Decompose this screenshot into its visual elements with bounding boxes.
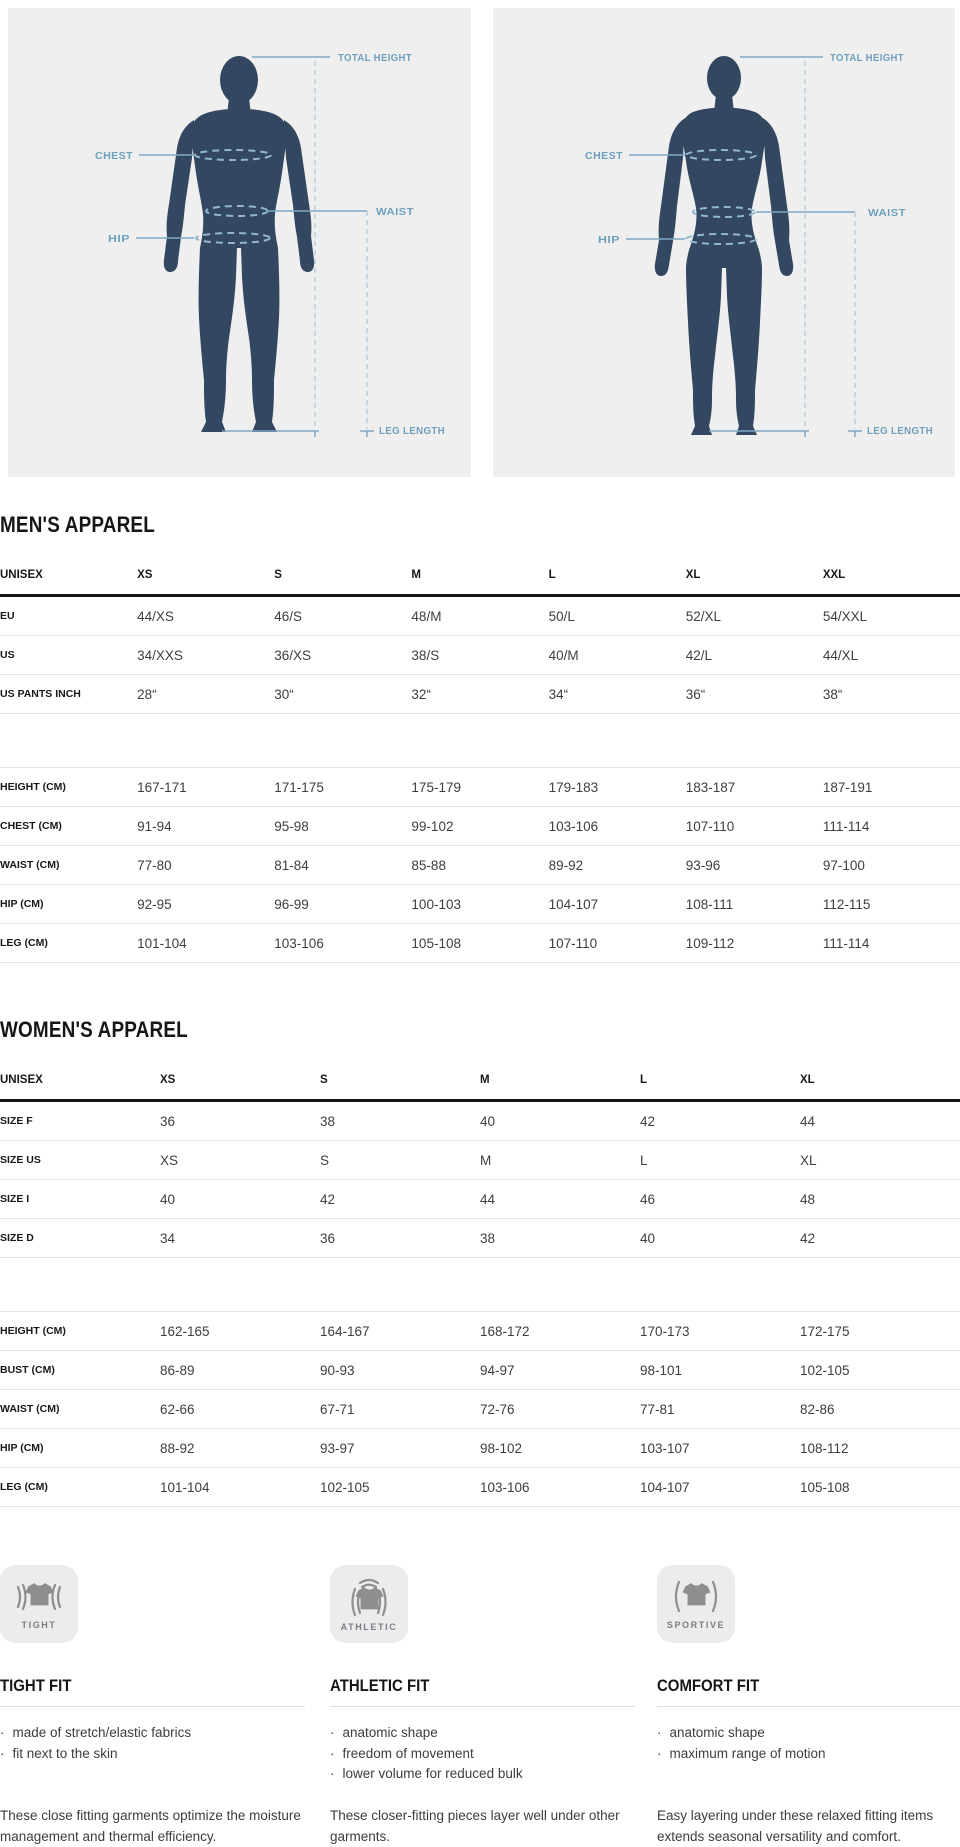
leg-length-label: LEG LENGTH	[379, 425, 445, 437]
fit-bullet: · made of stretch/elastic fabrics	[0, 1723, 305, 1744]
spacer-row	[0, 714, 960, 768]
size-cell: 99-102	[411, 807, 548, 846]
size-cell: 42	[320, 1180, 480, 1219]
size-cell: 104-107	[549, 885, 686, 924]
size-column-header: S	[320, 1061, 480, 1101]
fit-bullet: · freedom of movement	[330, 1744, 635, 1765]
size-cell: 94-97	[480, 1351, 640, 1390]
size-cell: 109-112	[686, 924, 823, 963]
size-cell: 103-106	[480, 1468, 640, 1507]
comfort-fit-title: COMFORT FIT	[657, 1676, 760, 1695]
male-silhouette-diagram	[8, 8, 471, 477]
size-cell: 72-76	[480, 1390, 640, 1429]
size-cell: 111-114	[823, 807, 960, 846]
size-cell: 34“	[549, 675, 686, 714]
size-cell: 42/L	[686, 636, 823, 675]
size-cell: 93-97	[320, 1429, 480, 1468]
chest-label: CHEST	[585, 150, 624, 162]
size-cell: 108-111	[686, 885, 823, 924]
row-label: LEG (CM)	[0, 924, 137, 963]
size-cell: 112-115	[823, 885, 960, 924]
size-cell: 105-108	[800, 1468, 960, 1507]
size-cell: 170-173	[640, 1312, 800, 1351]
athletic-fit-shirt-icon	[345, 1577, 393, 1619]
size-cell: 77-81	[640, 1390, 800, 1429]
size-cell: 82-86	[800, 1390, 960, 1429]
row-label: EU	[0, 596, 137, 636]
size-cell: 40	[160, 1180, 320, 1219]
size-cell: 38	[480, 1219, 640, 1258]
size-cell: 46/S	[274, 596, 411, 636]
size-cell: 46	[640, 1180, 800, 1219]
size-cell: 77-80	[137, 846, 274, 885]
size-cell: 48	[800, 1180, 960, 1219]
row-label: HIP (CM)	[0, 885, 137, 924]
measurement-panels	[0, 0, 960, 477]
fit-badge-label: ATHLETIC	[340, 1621, 398, 1632]
waist-label: WAIST	[868, 207, 907, 219]
size-cell: 88-92	[160, 1429, 320, 1468]
comfort-fit-column	[657, 1565, 960, 1847]
tight-fit-column	[0, 1565, 330, 1847]
fit-types-section	[0, 1565, 960, 1847]
size-cell: 52/XL	[686, 596, 823, 636]
fit-badge-label: SPORTIVE	[666, 1619, 726, 1630]
size-cell: 36/XS	[274, 636, 411, 675]
size-cell: 36“	[686, 675, 823, 714]
size-cell: 183-187	[686, 768, 823, 807]
size-column-header: M	[480, 1061, 640, 1101]
size-cell: S	[320, 1141, 480, 1180]
size-cell: 102-105	[320, 1468, 480, 1507]
size-cell: 164-167	[320, 1312, 480, 1351]
tight-fit-bullets	[0, 1723, 305, 1787]
row-label: HEIGHT (CM)	[0, 768, 137, 807]
size-cell: 171-175	[274, 768, 411, 807]
row-label: SIZE F	[0, 1101, 160, 1141]
size-column-header: L	[640, 1061, 800, 1101]
fit-bullet: · maximum range of motion	[657, 1744, 960, 1765]
row-label: WAIST (CM)	[0, 846, 137, 885]
size-cell: 44/XL	[823, 636, 960, 675]
size-cell: 40	[480, 1101, 640, 1141]
female-silhouette-diagram	[493, 8, 955, 477]
size-column-header: L	[549, 556, 686, 596]
size-cell: 44/XS	[137, 596, 274, 636]
size-cell: 162-165	[160, 1312, 320, 1351]
fit-badge-label: TIGHT	[21, 1619, 57, 1630]
size-cell: 172-175	[800, 1312, 960, 1351]
row-label: WAIST (CM)	[0, 1390, 160, 1429]
size-cell: 44	[800, 1101, 960, 1141]
fit-bullet: · anatomic shape	[330, 1723, 635, 1744]
size-cell: 107-110	[549, 924, 686, 963]
tight-fit-icon	[0, 1565, 78, 1643]
size-cell: 40/M	[549, 636, 686, 675]
size-cell: 98-101	[640, 1351, 800, 1390]
womens-apparel-heading: WOMEN'S APPAREL	[0, 1017, 188, 1042]
size-cell: 89-92	[549, 846, 686, 885]
total-height-label: TOTAL HEIGHT	[830, 52, 905, 64]
row-label: CHEST (CM)	[0, 807, 137, 846]
size-cell: 175-179	[411, 768, 548, 807]
row-label: SIZE D	[0, 1219, 160, 1258]
size-cell: 93-96	[686, 846, 823, 885]
size-cell: 90-93	[320, 1351, 480, 1390]
divider	[657, 1706, 960, 1707]
size-cell: 92-95	[137, 885, 274, 924]
mens-apparel-heading: MEN'S APPAREL	[0, 512, 155, 537]
size-cell: 107-110	[686, 807, 823, 846]
size-cell: 36	[320, 1219, 480, 1258]
total-height-label: TOTAL HEIGHT	[338, 52, 413, 64]
row-label: US PANTS INCH	[0, 675, 137, 714]
male-measurement-panel	[8, 8, 471, 477]
size-cell: XL	[800, 1141, 960, 1180]
size-cell: 85-88	[411, 846, 548, 885]
size-column-header: XXL	[823, 556, 960, 596]
row-label: HIP (CM)	[0, 1429, 160, 1468]
size-cell: 36	[160, 1101, 320, 1141]
size-cell: 28“	[137, 675, 274, 714]
size-cell: 97-100	[823, 846, 960, 885]
size-cell: 167-171	[137, 768, 274, 807]
womens-size-table	[0, 1061, 960, 1507]
size-cell: 44	[480, 1180, 640, 1219]
spacer-row	[0, 1258, 960, 1312]
size-cell: XS	[160, 1141, 320, 1180]
size-cell: 102-105	[800, 1351, 960, 1390]
athletic-fit-title: ATHLETIC FIT	[330, 1676, 430, 1695]
size-cell: M	[480, 1141, 640, 1180]
size-cell: 67-71	[320, 1390, 480, 1429]
athletic-fit-bullets	[330, 1723, 635, 1787]
comfort-fit-description: Easy layering under these relaxed fitting items extends seasonal versatility and comfort.	[657, 1808, 934, 1844]
size-cell: 108-112	[800, 1429, 960, 1468]
sportive-fit-icon	[657, 1565, 735, 1643]
size-cell: 62-66	[160, 1390, 320, 1429]
hip-label: HIP	[108, 233, 130, 245]
size-cell: 103-106	[549, 807, 686, 846]
size-column-header: M	[411, 556, 548, 596]
size-column-header: S	[274, 556, 411, 596]
size-column-header: XL	[800, 1061, 960, 1101]
leg-length-label: LEG LENGTH	[867, 425, 933, 437]
size-cell: 101-104	[160, 1468, 320, 1507]
size-cell: 54/XXL	[823, 596, 960, 636]
female-measurement-panel	[493, 8, 955, 477]
size-cell: 105-108	[411, 924, 548, 963]
size-cell: 96-99	[274, 885, 411, 924]
size-cell: 103-106	[274, 924, 411, 963]
athletic-fit-icon	[330, 1565, 408, 1643]
athletic-fit-description: These closer-fitting pieces layer well under other garments.	[330, 1808, 620, 1844]
row-label: BUST (CM)	[0, 1351, 160, 1390]
size-column-header: XS	[137, 556, 274, 596]
size-cell: 111-114	[823, 924, 960, 963]
row-label: HEIGHT (CM)	[0, 1312, 160, 1351]
size-column-header: XL	[686, 556, 823, 596]
fit-bullet: · fit next to the skin	[0, 1744, 305, 1765]
size-cell: 104-107	[640, 1468, 800, 1507]
row-label: US	[0, 636, 137, 675]
size-cell: 98-102	[480, 1429, 640, 1468]
row-label: SIZE US	[0, 1141, 160, 1180]
size-cell: 91-94	[137, 807, 274, 846]
size-cell: 38“	[823, 675, 960, 714]
size-cell: 42	[800, 1219, 960, 1258]
size-cell: 86-89	[160, 1351, 320, 1390]
size-cell: 32“	[411, 675, 548, 714]
row-label: LEG (CM)	[0, 1468, 160, 1507]
mens-size-table	[0, 556, 960, 963]
waist-label: WAIST	[376, 206, 415, 218]
size-cell: 179-183	[549, 768, 686, 807]
size-cell: 100-103	[411, 885, 548, 924]
size-cell: 48/M	[411, 596, 548, 636]
size-cell: 40	[640, 1219, 800, 1258]
tight-fit-shirt-icon	[15, 1579, 63, 1617]
divider	[330, 1706, 635, 1707]
sportive-fit-shirt-icon	[672, 1579, 720, 1617]
hip-label: HIP	[598, 234, 620, 246]
divider	[0, 1706, 305, 1707]
size-cell: 101-104	[137, 924, 274, 963]
chest-label: CHEST	[95, 150, 134, 162]
size-cell: 187-191	[823, 768, 960, 807]
size-cell: 168-172	[480, 1312, 640, 1351]
table-corner-header: UNISEX	[0, 556, 137, 596]
size-cell: 34/XXS	[137, 636, 274, 675]
row-label: SIZE I	[0, 1180, 160, 1219]
size-cell: 103-107	[640, 1429, 800, 1468]
fit-bullet: · anatomic shape	[657, 1723, 960, 1744]
tight-fit-title: TIGHT FIT	[0, 1676, 72, 1695]
table-corner-header: UNISEX	[0, 1061, 160, 1101]
athletic-fit-column	[330, 1565, 657, 1847]
size-cell: 50/L	[549, 596, 686, 636]
size-cell: 38/S	[411, 636, 548, 675]
size-cell: 38	[320, 1101, 480, 1141]
size-column-header: XS	[160, 1061, 320, 1101]
comfort-fit-bullets	[657, 1723, 960, 1787]
size-cell: 42	[640, 1101, 800, 1141]
fit-bullet: · lower volume for reduced bulk	[330, 1764, 635, 1785]
size-cell: L	[640, 1141, 800, 1180]
tight-fit-description: These close fitting garments optimize the moisture management and thermal efficiency.	[0, 1808, 301, 1844]
size-cell: 81-84	[274, 846, 411, 885]
size-cell: 95-98	[274, 807, 411, 846]
size-cell: 34	[160, 1219, 320, 1258]
size-cell: 30“	[274, 675, 411, 714]
